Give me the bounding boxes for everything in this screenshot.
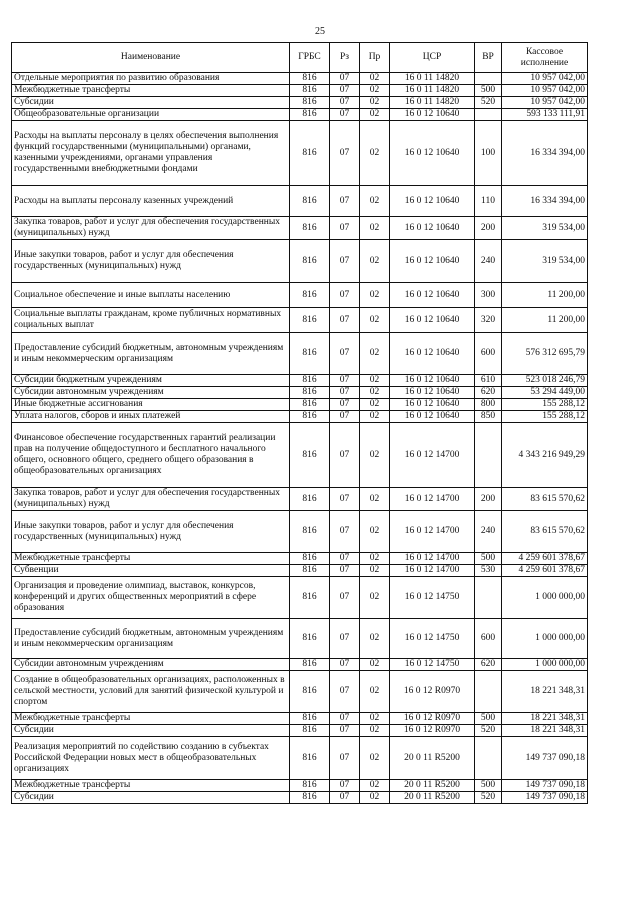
cell-pr: 02 xyxy=(360,97,390,109)
cell-csr: 16 0 12 10640 xyxy=(390,186,475,217)
cell-amount: 4 259 601 378,67 xyxy=(502,553,588,565)
cell-grbs: 816 xyxy=(290,737,330,780)
cell-pr: 02 xyxy=(360,387,390,399)
cell-vr: 500 xyxy=(475,780,502,792)
table-row xyxy=(12,73,588,85)
cell-grbs: 816 xyxy=(290,725,330,737)
table-row xyxy=(12,240,588,283)
cell-vr: 100 xyxy=(475,121,502,186)
cell-amount: 11 200,00 xyxy=(502,308,588,333)
cell-name: Расходы на выплаты персоналу казенных учреждений xyxy=(12,186,290,217)
table-row xyxy=(12,283,588,308)
cell-grbs: 816 xyxy=(290,217,330,240)
table-row xyxy=(12,725,588,737)
cell-name: Межбюджетные трансферты xyxy=(12,780,290,792)
cell-vr: 520 xyxy=(475,725,502,737)
cell-name: Иные бюджетные ассигнования xyxy=(12,399,290,411)
cell-amount: 83 615 570,62 xyxy=(502,488,588,511)
cell-amount: 1 000 000,00 xyxy=(502,659,588,671)
cell-vr: 200 xyxy=(475,217,502,240)
cell-rz: 07 xyxy=(330,488,360,511)
cell-amount: 593 133 111,91 xyxy=(502,109,588,121)
cell-csr: 16 0 12 R0970 xyxy=(390,713,475,725)
cell-amount: 4 343 216 949,29 xyxy=(502,423,588,488)
cell-rz: 07 xyxy=(330,240,360,283)
table-row xyxy=(12,780,588,792)
cell-grbs: 816 xyxy=(290,713,330,725)
table-row xyxy=(12,387,588,399)
cell-pr: 02 xyxy=(360,423,390,488)
cell-name: Субсидии xyxy=(12,97,290,109)
cell-vr: 240 xyxy=(475,240,502,283)
cell-csr: 16 0 12 R0970 xyxy=(390,671,475,713)
cell-csr: 16 0 12 10640 xyxy=(390,121,475,186)
cell-csr: 16 0 12 14700 xyxy=(390,553,475,565)
cell-csr: 16 0 12 10640 xyxy=(390,375,475,387)
cell-csr: 16 0 12 10640 xyxy=(390,333,475,375)
cell-pr: 02 xyxy=(360,792,390,804)
header-amount: Кассовое исполнение xyxy=(502,43,588,73)
cell-pr: 02 xyxy=(360,240,390,283)
cell-grbs: 816 xyxy=(290,565,330,577)
cell-rz: 07 xyxy=(330,659,360,671)
cell-name: Межбюджетные трансферты xyxy=(12,553,290,565)
cell-vr xyxy=(475,577,502,619)
cell-amount: 149 737 090,18 xyxy=(502,737,588,780)
cell-rz: 07 xyxy=(330,792,360,804)
table-header-row xyxy=(12,43,588,73)
cell-pr: 02 xyxy=(360,121,390,186)
cell-amount: 155 288,12 xyxy=(502,411,588,423)
cell-amount: 10 957 042,00 xyxy=(502,73,588,85)
cell-rz: 07 xyxy=(330,308,360,333)
cell-csr: 16 0 12 10640 xyxy=(390,109,475,121)
cell-rz: 07 xyxy=(330,121,360,186)
cell-amount: 83 615 570,62 xyxy=(502,511,588,553)
cell-grbs: 816 xyxy=(290,423,330,488)
cell-pr: 02 xyxy=(360,73,390,85)
cell-csr: 16 0 12 10640 xyxy=(390,399,475,411)
table-row xyxy=(12,97,588,109)
header-grbs: ГРБС xyxy=(290,43,330,73)
cell-pr: 02 xyxy=(360,737,390,780)
table-row xyxy=(12,511,588,553)
cell-vr: 520 xyxy=(475,97,502,109)
cell-amount: 10 957 042,00 xyxy=(502,97,588,109)
cell-vr xyxy=(475,737,502,780)
cell-csr: 20 0 11 R5200 xyxy=(390,737,475,780)
cell-grbs: 816 xyxy=(290,109,330,121)
cell-rz: 07 xyxy=(330,553,360,565)
cell-rz: 07 xyxy=(330,399,360,411)
cell-pr: 02 xyxy=(360,488,390,511)
cell-name: Социальное обеспечение и иные выплаты населению xyxy=(12,283,290,308)
cell-grbs: 816 xyxy=(290,488,330,511)
cell-pr: 02 xyxy=(360,713,390,725)
header-vr: ВР xyxy=(475,43,502,73)
cell-rz: 07 xyxy=(330,713,360,725)
cell-amount: 11 200,00 xyxy=(502,283,588,308)
header-pr: Пр xyxy=(360,43,390,73)
cell-grbs: 816 xyxy=(290,659,330,671)
cell-name: Субсидии автономным учреждениям xyxy=(12,659,290,671)
cell-csr: 16 0 12 14750 xyxy=(390,659,475,671)
table-row xyxy=(12,333,588,375)
cell-csr: 16 0 12 14700 xyxy=(390,565,475,577)
cell-pr: 02 xyxy=(360,399,390,411)
cell-rz: 07 xyxy=(330,333,360,375)
cell-csr: 16 0 12 14700 xyxy=(390,511,475,553)
table-body xyxy=(12,73,588,804)
cell-pr: 02 xyxy=(360,511,390,553)
cell-csr: 16 0 11 14820 xyxy=(390,73,475,85)
cell-name: Предоставление субсидий бюджетным, автономным учреждениям и иным некоммерческим организациям xyxy=(12,619,290,659)
table-row xyxy=(12,109,588,121)
cell-rz: 07 xyxy=(330,73,360,85)
table-row xyxy=(12,186,588,217)
cell-amount: 155 288,12 xyxy=(502,399,588,411)
cell-name: Межбюджетные трансферты xyxy=(12,85,290,97)
cell-vr: 500 xyxy=(475,85,502,97)
cell-pr: 02 xyxy=(360,619,390,659)
cell-csr: 16 0 12 10640 xyxy=(390,217,475,240)
cell-pr: 02 xyxy=(360,553,390,565)
cell-vr xyxy=(475,109,502,121)
cell-grbs: 816 xyxy=(290,308,330,333)
cell-grbs: 816 xyxy=(290,121,330,186)
cell-rz: 07 xyxy=(330,186,360,217)
table-row xyxy=(12,671,588,713)
cell-amount: 149 737 090,18 xyxy=(502,780,588,792)
table-row xyxy=(12,619,588,659)
cell-name: Субвенции xyxy=(12,565,290,577)
cell-name: Создание в общеобразовательных организациях, расположенных в сельской местности, условий для занятий физической культурой и спортом xyxy=(12,671,290,713)
cell-pr: 02 xyxy=(360,411,390,423)
cell-name: Предоставление субсидий бюджетным, автономным учреждениям и иным некоммерческим организациям xyxy=(12,333,290,375)
cell-grbs: 816 xyxy=(290,511,330,553)
cell-vr xyxy=(475,671,502,713)
cell-vr: 110 xyxy=(475,186,502,217)
cell-rz: 07 xyxy=(330,109,360,121)
cell-rz: 07 xyxy=(330,283,360,308)
cell-pr: 02 xyxy=(360,671,390,713)
cell-csr: 16 0 12 10640 xyxy=(390,411,475,423)
cell-rz: 07 xyxy=(330,725,360,737)
cell-amount: 319 534,00 xyxy=(502,217,588,240)
cell-grbs: 816 xyxy=(290,387,330,399)
cell-grbs: 816 xyxy=(290,186,330,217)
cell-grbs: 816 xyxy=(290,240,330,283)
table-row xyxy=(12,308,588,333)
cell-rz: 07 xyxy=(330,511,360,553)
cell-vr xyxy=(475,73,502,85)
cell-vr: 600 xyxy=(475,619,502,659)
cell-rz: 07 xyxy=(330,217,360,240)
cell-csr: 16 0 12 R0970 xyxy=(390,725,475,737)
table-row xyxy=(12,217,588,240)
cell-rz: 07 xyxy=(330,565,360,577)
cell-name: Иные закупки товаров, работ и услуг для обеспечения государственных (муниципальных) нужд xyxy=(12,511,290,553)
cell-amount: 576 312 695,79 xyxy=(502,333,588,375)
cell-csr: 16 0 12 14750 xyxy=(390,619,475,659)
cell-pr: 02 xyxy=(360,659,390,671)
cell-rz: 07 xyxy=(330,737,360,780)
cell-pr: 02 xyxy=(360,109,390,121)
cell-amount: 1 000 000,00 xyxy=(502,577,588,619)
table-row xyxy=(12,411,588,423)
budget-table xyxy=(11,42,588,804)
cell-pr: 02 xyxy=(360,375,390,387)
cell-name: Иные закупки товаров, работ и услуг для обеспечения государственных (муниципальных) нужд xyxy=(12,240,290,283)
cell-rz: 07 xyxy=(330,375,360,387)
cell-csr: 20 0 11 R5200 xyxy=(390,792,475,804)
table-row xyxy=(12,375,588,387)
cell-grbs: 816 xyxy=(290,671,330,713)
cell-name: Закупка товаров, работ и услуг для обеспечения государственных (муниципальных) нужд xyxy=(12,217,290,240)
cell-name: Организация и проведение олимпиад, выставок, конкурсов, конференций и других общественных мероприятий в сфере образования xyxy=(12,577,290,619)
table-row xyxy=(12,737,588,780)
cell-vr: 240 xyxy=(475,511,502,553)
cell-amount: 18 221 348,31 xyxy=(502,725,588,737)
cell-name: Финансовое обеспечение государственных гарантий реализации прав на получение общедоступного и бесплатного начального общего, основного общего, среднего общего образования в общеобразовательных организациях xyxy=(12,423,290,488)
cell-amount: 149 737 090,18 xyxy=(502,792,588,804)
cell-pr: 02 xyxy=(360,577,390,619)
cell-amount: 523 018 246,79 xyxy=(502,375,588,387)
cell-rz: 07 xyxy=(330,780,360,792)
cell-grbs: 816 xyxy=(290,553,330,565)
cell-grbs: 816 xyxy=(290,375,330,387)
cell-name: Отдельные мероприятия по развитию образования xyxy=(12,73,290,85)
cell-amount: 18 221 348,31 xyxy=(502,671,588,713)
cell-rz: 07 xyxy=(330,577,360,619)
cell-name: Субсидии xyxy=(12,725,290,737)
table-row xyxy=(12,121,588,186)
cell-rz: 07 xyxy=(330,85,360,97)
header-csr: ЦСР xyxy=(390,43,475,73)
cell-amount: 16 334 394,00 xyxy=(502,121,588,186)
cell-vr: 530 xyxy=(475,565,502,577)
cell-pr: 02 xyxy=(360,217,390,240)
cell-csr: 16 0 12 10640 xyxy=(390,387,475,399)
table-row xyxy=(12,565,588,577)
cell-name: Субсидии бюджетным учреждениям xyxy=(12,375,290,387)
cell-rz: 07 xyxy=(330,423,360,488)
header-rz: Рз xyxy=(330,43,360,73)
cell-pr: 02 xyxy=(360,283,390,308)
cell-csr: 16 0 12 14750 xyxy=(390,577,475,619)
cell-csr: 16 0 11 14820 xyxy=(390,85,475,97)
cell-name: Уплата налогов, сборов и иных платежей xyxy=(12,411,290,423)
cell-rz: 07 xyxy=(330,671,360,713)
cell-rz: 07 xyxy=(330,411,360,423)
cell-vr: 800 xyxy=(475,399,502,411)
table-row xyxy=(12,85,588,97)
cell-csr: 16 0 12 14700 xyxy=(390,423,475,488)
table-row xyxy=(12,553,588,565)
cell-vr: 200 xyxy=(475,488,502,511)
table-row xyxy=(12,488,588,511)
cell-vr: 320 xyxy=(475,308,502,333)
cell-name: Социальные выплаты гражданам, кроме публичных нормативных социальных выплат xyxy=(12,308,290,333)
cell-vr: 620 xyxy=(475,387,502,399)
cell-amount: 4 259 601 378,67 xyxy=(502,565,588,577)
cell-name: Расходы на выплаты персоналу в целях обеспечения выполнения функций государственными (муниципальными) органами, казенными учреждениями, органами управления государственными внебюджетными фондами xyxy=(12,121,290,186)
cell-name: Общеобразовательные организации xyxy=(12,109,290,121)
table-row xyxy=(12,792,588,804)
cell-csr: 16 0 12 14700 xyxy=(390,488,475,511)
cell-pr: 02 xyxy=(360,186,390,217)
cell-pr: 02 xyxy=(360,308,390,333)
cell-csr: 16 0 12 10640 xyxy=(390,308,475,333)
cell-pr: 02 xyxy=(360,725,390,737)
cell-grbs: 816 xyxy=(290,333,330,375)
cell-vr: 620 xyxy=(475,659,502,671)
cell-grbs: 816 xyxy=(290,792,330,804)
cell-grbs: 816 xyxy=(290,577,330,619)
table-row xyxy=(12,577,588,619)
cell-amount: 319 534,00 xyxy=(502,240,588,283)
table-row xyxy=(12,713,588,725)
cell-rz: 07 xyxy=(330,619,360,659)
cell-pr: 02 xyxy=(360,333,390,375)
cell-name: Закупка товаров, работ и услуг для обеспечения государственных (муниципальных) нужд xyxy=(12,488,290,511)
table-row xyxy=(12,399,588,411)
cell-vr: 500 xyxy=(475,553,502,565)
cell-amount: 10 957 042,00 xyxy=(502,85,588,97)
cell-csr: 16 0 12 10640 xyxy=(390,283,475,308)
cell-csr: 16 0 11 14820 xyxy=(390,97,475,109)
cell-pr: 02 xyxy=(360,565,390,577)
cell-grbs: 816 xyxy=(290,411,330,423)
cell-csr: 20 0 11 R5200 xyxy=(390,780,475,792)
cell-grbs: 816 xyxy=(290,399,330,411)
cell-name: Межбюджетные трансферты xyxy=(12,713,290,725)
cell-grbs: 816 xyxy=(290,619,330,659)
cell-vr xyxy=(475,423,502,488)
cell-name: Субсидии автономным учреждениям xyxy=(12,387,290,399)
cell-vr: 500 xyxy=(475,713,502,725)
page-number: 25 xyxy=(315,26,325,37)
cell-vr: 610 xyxy=(475,375,502,387)
cell-vr: 520 xyxy=(475,792,502,804)
cell-name: Субсидии xyxy=(12,792,290,804)
table-row xyxy=(12,659,588,671)
cell-grbs: 816 xyxy=(290,73,330,85)
cell-amount: 16 334 394,00 xyxy=(502,186,588,217)
cell-csr: 16 0 12 10640 xyxy=(390,240,475,283)
table-row xyxy=(12,423,588,488)
cell-grbs: 816 xyxy=(290,283,330,308)
cell-name: Реализация мероприятий по содействию созданию в субъектах Российской Федерации новых мест в общеобразовательных организациях xyxy=(12,737,290,780)
cell-vr: 850 xyxy=(475,411,502,423)
cell-amount: 53 294 449,00 xyxy=(502,387,588,399)
cell-rz: 07 xyxy=(330,97,360,109)
cell-rz: 07 xyxy=(330,387,360,399)
cell-grbs: 816 xyxy=(290,85,330,97)
cell-amount: 18 221 348,31 xyxy=(502,713,588,725)
cell-grbs: 816 xyxy=(290,97,330,109)
header-name: Наименование xyxy=(12,43,290,73)
cell-pr: 02 xyxy=(360,85,390,97)
cell-grbs: 816 xyxy=(290,780,330,792)
cell-vr: 300 xyxy=(475,283,502,308)
cell-pr: 02 xyxy=(360,780,390,792)
cell-vr: 600 xyxy=(475,333,502,375)
cell-amount: 1 000 000,00 xyxy=(502,619,588,659)
